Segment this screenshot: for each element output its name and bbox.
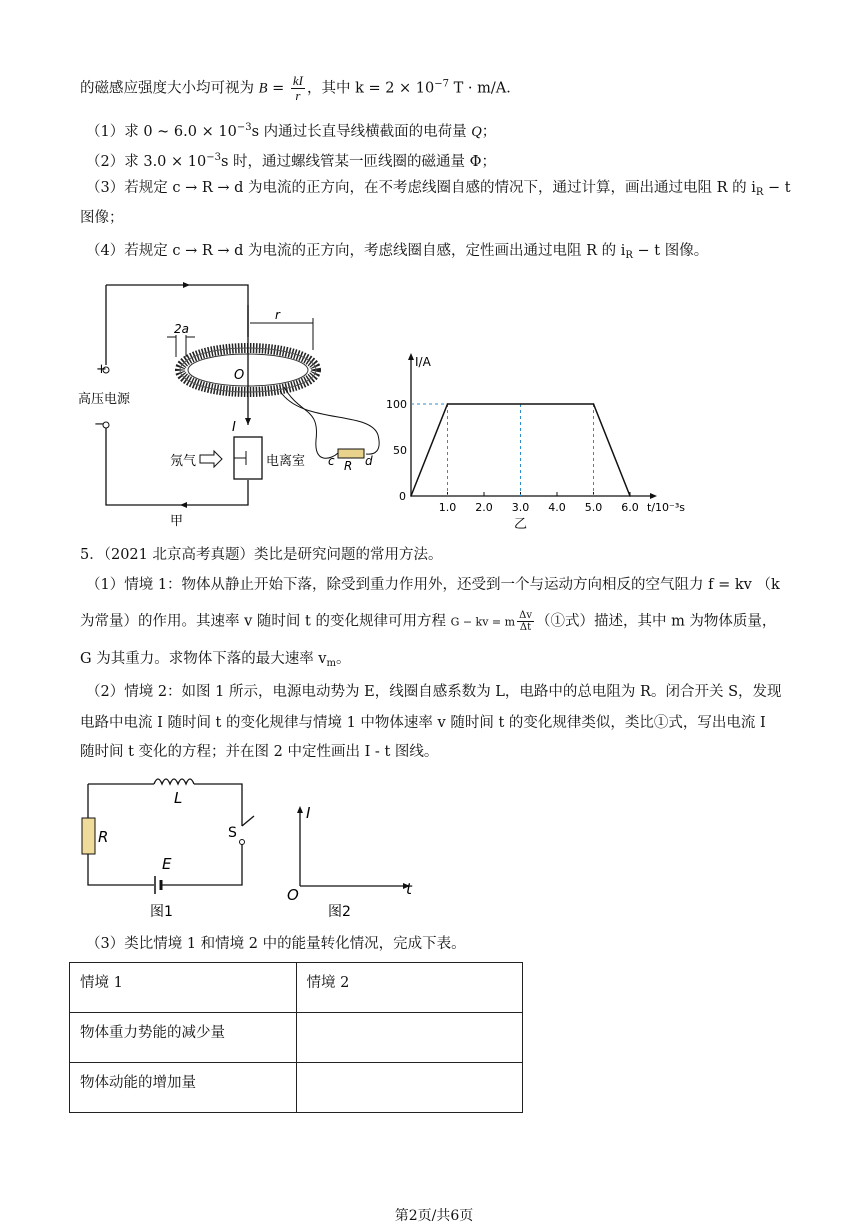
label-d: d <box>365 454 373 468</box>
question-3: （3）若规定 c → R → d 为电流的正方向，在不考虑线圈自感的情况下，通过计算，画出通过电阻 R 的 $i_R - t$ <box>86 180 791 198</box>
label-R: R <box>98 828 109 846</box>
problem5-p1-l3: G 为其重力。求物体下落的最大速率 $v_m$。 <box>80 651 351 669</box>
fraction-kI-over-r: $\frac{kI}{r}$ <box>292 73 303 103</box>
label-2a: 2a <box>174 322 189 336</box>
resistor <box>82 818 95 854</box>
data-point <box>629 495 631 497</box>
x-tick-label: 2.0 <box>475 501 493 514</box>
question-3-line2: 图像； <box>80 210 124 226</box>
label-R: R <box>344 459 353 473</box>
chamber-label: 电离室 <box>266 454 306 469</box>
table-row <box>70 1013 523 1063</box>
question-1: （1）求 0 ~ $6.0 \times 10^{-3}s$ 内通过长直导线横截面的电荷量 Q； <box>86 122 497 140</box>
x-axis-arrow <box>650 493 657 499</box>
plus-label: + <box>96 362 107 377</box>
problem5-p1-l1: （1）情境 1：物体从静止开始下落，除受到重力作用外，还受到一个与运动方向相反的空气阻力 f = kv （k <box>86 577 780 593</box>
switch <box>242 816 254 826</box>
x-tick-label: 4.0 <box>548 501 566 514</box>
problem5-p2-l3: 随时间 t 变化的方程；并在图 2 中定性画出 I - t 图线。 <box>80 744 439 760</box>
data-point <box>447 403 449 405</box>
x-tick-label: 3.0 <box>511 501 530 514</box>
k-expression: k = 2 × 10 <box>355 80 435 97</box>
caption-fig2: 图2 <box>328 904 351 920</box>
gas-label: 氖气 <box>170 454 197 469</box>
arrow-icon <box>183 282 190 288</box>
label-S: S <box>228 825 237 841</box>
problem5-p2-l2: 电路中电流 I 随时间 t 的变化规律与情境 1 中物体速率 v 随时间 t 的变化规律类似，类比①式，写出电流 I <box>80 715 766 731</box>
question-4: （4）若规定 c → R → d 为电流的正方向，考虑线圈自感，定性画出通过电阻 R 的 $i_R - t$ 图像。 <box>86 243 709 261</box>
label-I: I <box>232 420 236 435</box>
source-label: 高压电源 <box>78 392 131 407</box>
table-cell: 物体重力势能的减少量 <box>70 1013 297 1063</box>
text: ，其中 <box>306 80 356 97</box>
formula-line: 的磁感应强度大小均可视为 B = $\frac{kI}{r}$ ，其中 $k = 2 \times 10^{-7}$ T · m/A． <box>80 73 521 103</box>
table-cell: 情境 2 <box>296 963 523 1013</box>
origin-label: 0 <box>399 490 406 503</box>
exponent: −7 <box>434 78 450 90</box>
x-axis-label: t/10⁻³s <box>647 501 685 514</box>
axis-label-I: I <box>306 804 311 822</box>
table-row <box>70 963 523 1013</box>
y-tick-label: 100 <box>386 398 407 411</box>
arrow-right-icon <box>200 451 222 467</box>
origin-O: O <box>287 886 299 904</box>
minus-label: − <box>94 417 105 432</box>
problem5-header: 5．（2021 北京高考真题）类比是研究问题的常用方法。 <box>80 547 443 563</box>
figure-1-circuit <box>78 768 258 923</box>
caption-fig1: 图1 <box>150 904 173 920</box>
label-E: E <box>162 855 172 873</box>
var-B: B <box>258 80 268 97</box>
label-L: L <box>174 789 183 807</box>
figure-2-axes <box>282 800 422 922</box>
y-axis-arrow <box>408 353 414 360</box>
data-point <box>593 403 595 405</box>
table-cell: 情境 1 <box>70 963 297 1013</box>
inductor <box>154 779 194 784</box>
figure-jia <box>70 275 390 530</box>
resistor <box>338 449 364 458</box>
comparison-table <box>69 962 523 1113</box>
y-axis-label: I/A <box>415 355 431 369</box>
y-tick-label: 50 <box>393 444 407 457</box>
table-cell: 物体动能的增加量 <box>70 1063 297 1113</box>
caption-yi: 乙 <box>513 517 528 532</box>
axis-label-t: t <box>406 880 412 898</box>
table-cell[interactable] <box>296 1063 523 1113</box>
problem5-p2-l1: （2）情境 2：如图 1 所示，电源电动势为 E，线圈自感系数为 L，电路中的总电阻为 R。闭合开关 S，发现 <box>86 684 782 700</box>
caption-jia: 甲 <box>170 514 184 529</box>
label-c: c <box>328 454 335 468</box>
unit: T · m/A． <box>449 80 521 97</box>
fraction-dv-dt: $\frac{\Delta v}{\Delta t}$ <box>519 610 532 633</box>
label-r: r <box>275 308 280 322</box>
label-O: O <box>234 368 245 383</box>
chart-yi <box>386 350 695 532</box>
data-point <box>410 495 412 497</box>
problem5-p1-l2: 为常量）的作用。其速率 v 随时间 t 的变化规律可用方程 G − kv = m $\frac{\Delta v}{\Delta t}$ （①式）描述，其中 m 为物体质量， <box>80 610 777 633</box>
page-footer: 第2页/共6页 <box>394 1208 474 1224</box>
question-2: （2）求 $3.0 \times 10^{-3}s$ 时，通过螺线管某一匝线圈的磁通量 Φ； <box>86 152 497 170</box>
problem5-p3: （3）类比情境 1 和情境 2 中的能量转化情况，完成下表。 <box>86 936 466 952</box>
x-tick-label: 5.0 <box>584 501 603 514</box>
x-tick-label: 6.0 <box>621 501 639 514</box>
x-tick-label: 1.0 <box>438 501 457 514</box>
table-cell[interactable] <box>296 1013 523 1063</box>
table-row <box>70 1063 523 1113</box>
arrow-icon <box>180 502 187 508</box>
text: 的磁感应强度大小均可视为 <box>80 80 259 97</box>
